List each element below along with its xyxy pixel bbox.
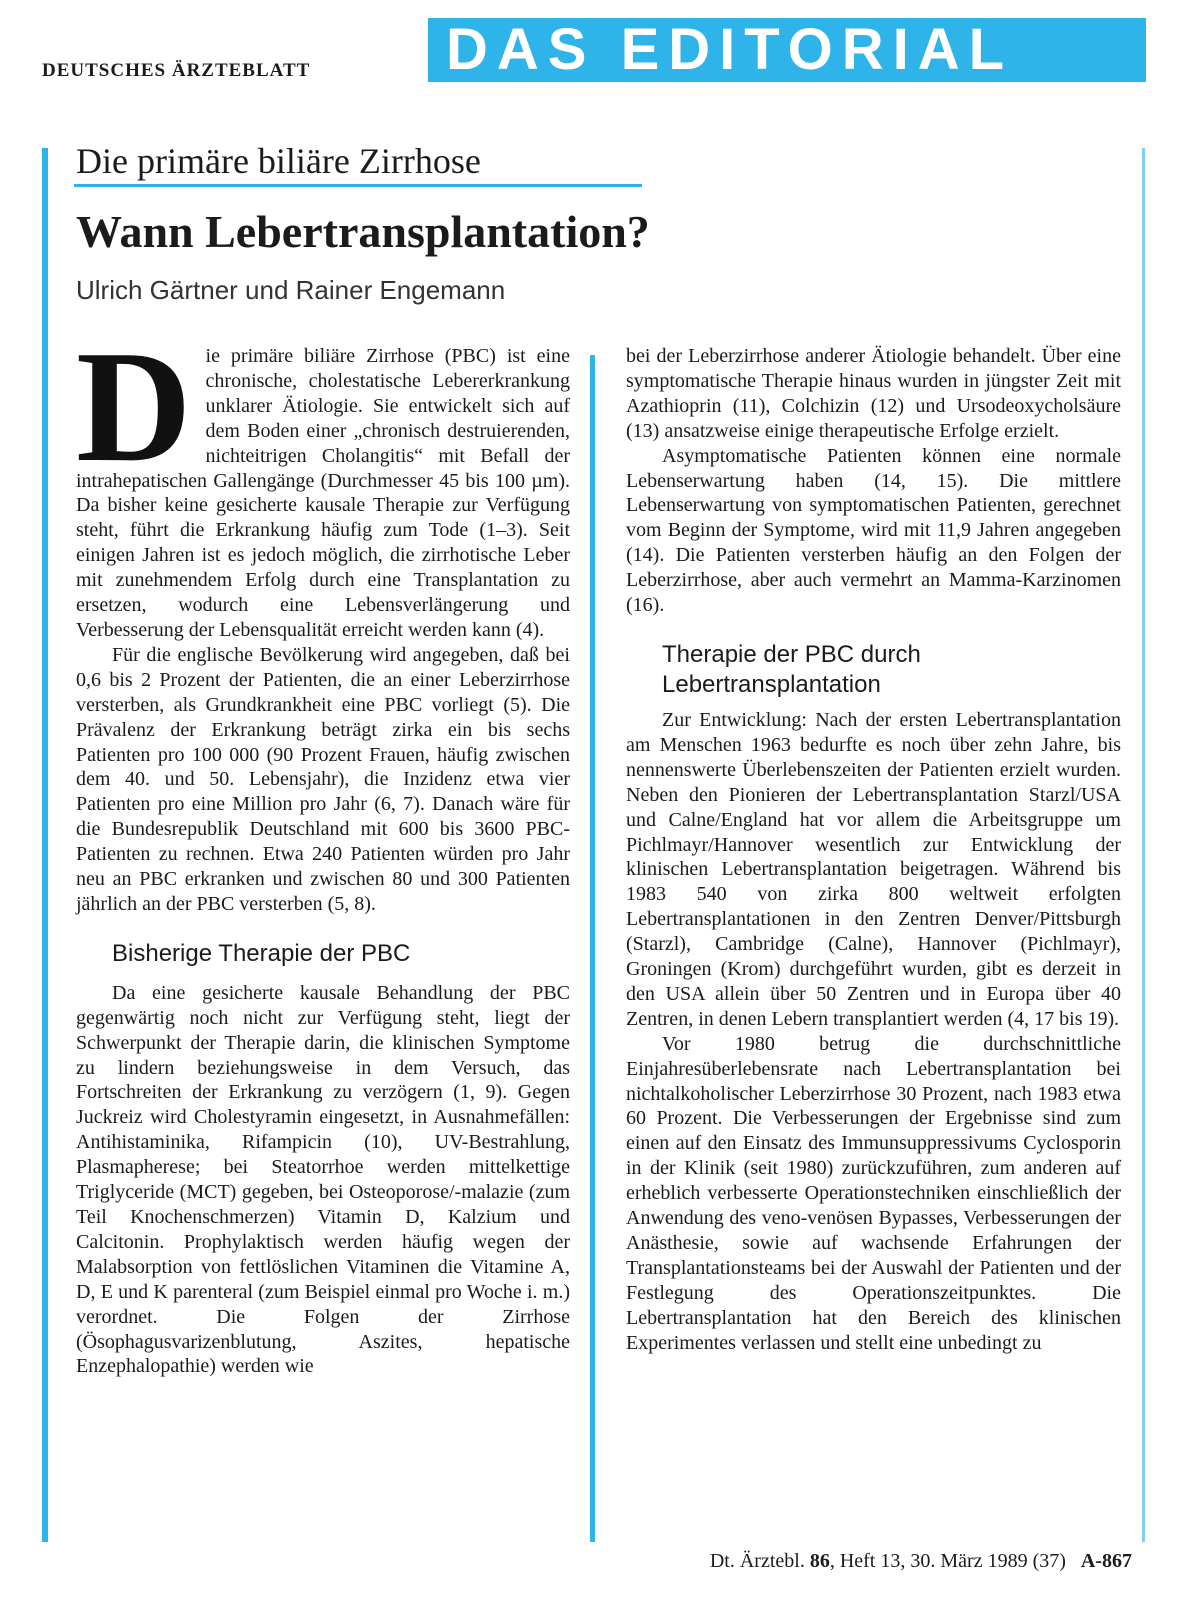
paragraph	[76, 317, 570, 643]
citation-volume: 86	[809, 1550, 830, 1572]
left-column	[76, 317, 570, 1379]
page-footer	[710, 1550, 1132, 1573]
section-heading: Bisherige Therapie der PBC	[112, 939, 411, 967]
column-divider-rule	[590, 355, 595, 1542]
article-overline: Die primäre biliäre Zirrhose	[76, 141, 481, 181]
paragraph: Da eine gesicherte kausale Behandlung der PBC gegenwärtig noch nicht zur Verfügung steht, liegt der Schwerpunkt der Therapie darin, die klinischen Symptome zu lindern beziehungsweise in dem Versuch, das Fortschreiten der Erkrankung zu verzögern (1, 9). Gegen Juckreiz wird Cholestyramin eingesetzt, in Ausnahmefällen: Antihistaminika, Rifampicin (10), UV-Bestrahlung, Plasmapherese; bei Steatorrhoe werden mittelkettige Triglyceride (MCT) gegeben, bei Osteoporose/-malazie (zum Teil Knochenschmerzen) Vitamin D, Kalzium und Calcitonin. Prophylaktisch werden häufig wegen der Malabsorption von fettlöslichen Vitaminen die Vitamine A, D, E und K parenteral (zum Beispiel einmal pro Woche i. m.) verordnet. Die Folgen der Zirrhose (Ösophagusvarizenblutung, Aszites, hepatische Enzephalopathie) werden wie	[76, 981, 570, 1378]
overline-underline	[74, 184, 642, 187]
section-heading: Therapie der PBC durch Lebertransplantation	[662, 640, 921, 698]
journal-name: DEUTSCHES ÄRZTEBLATT	[42, 60, 311, 81]
article-authors: Ulrich Gärtner und Rainer Engemann	[76, 275, 506, 305]
paragraph: Asymptomatische Patienten können eine normale Lebenserwartung haben (14, 15). Die mittlere Lebenserwartung von symptomatischen Patienten, gerechnet vom Beginn der Symptome, wird mit 11,9 Jahren angegeben (14). Die Patienten versterben häufig an den Folgen der Leberzirrhose, aber auch vermehrt an Mamma-Karzinomen (16).	[626, 444, 1121, 617]
paragraph: Für die englische Bevölkerung wird angegeben, daß bei 0,6 bis 2 Prozent der Patienten, die an einer Leberzirrhose versterben, als Grundkrankheit eine PBC vorliegt (5). Die Prävalenz der Erkrankung beträgt zirka ein bis sechs Patienten pro 100 000 (90 Prozent Frauen, häufig zwischen dem 40. und 50. Lebensjahr), die Inzidenz etwa vier Patienten pro eine Million pro Jahr (6, 7). Danach wäre für die Bundesrepublik Deutschland mit 600 bis 3600 PBC-Patienten zu rechnen. Etwa 240 Patienten würden pro Jahr neu an PBC erkranken und zwischen 80 und 300 Patienten jährlich an der PBC versterben (5, 8).	[76, 643, 570, 915]
section-title: DAS EDITORIAL	[446, 17, 1014, 82]
right-column	[626, 344, 1121, 1356]
section-banner	[428, 18, 1146, 82]
paragraph: Zur Entwicklung: Nach der ersten Lebertransplantation am Menschen 1963 bedurfte es noch über zehn Jahre, bis nennenswerte Überlebenszeiten der Patienten erzielt wurden. Neben den Pionieren der Lebertransplantation Starzl/USA und Calne/England hat vor allem die Arbeitsgruppe um Pichlmayr/Hannover wesentlich zur Entwicklung der klinischen Lebertransplantation beigetragen. Während bis 1983 540 von zirka 800 weltweit erfolgten Lebertransplantationen in den Zentren Denver/Pittsburgh (Starzl), Cambridge (Calne), Hannover (Pichlmayr), Groningen (Krom) durchgeführt wurden, gibt es derzeit in den USA allein über 50 Zentren und in Europa über 40 Zentren, in denen Lebern transplantiert werden (4, 17 bis 19).	[626, 708, 1121, 1030]
paragraph: bei der Leberzirrhose anderer Ätiologie behandelt. Über eine symptomatische Therapie hinaus wurden in jüngster Zeit mit Azathioprin (11), Colchizin (12) und Ursodeoxycholsäure (13) ansatzweise einige therapeutische Erfolge erzielt.	[626, 345, 1121, 442]
page-number: A-867	[1080, 1550, 1132, 1572]
right-accent-rule	[1142, 148, 1145, 1542]
paragraph-text: ie primäre biliäre Zirrhose (PBC) ist eine chronische, cholestatische Lebererkrankung unklarer Ätiologie. Sie entwickelt sich auf dem Boden einer „chronisch destruierenden, nichteitrigen Cholangitis“ mit Befall der intrahepatischen Gallengänge (Durchmesser 45 bis 100 µm). Da bisher keine gesicherte kausale Therapie zur Verfügung steht, führt die Erkrankung häufig zum Tode (1–3). Seit einigen Jahren ist es jedoch möglich, die zirrhotische Leber mit zunehmendem Erfolg durch eine Transplantation zu ersetzen, wodurch eine Lebensverlängerung und Verbesserung der Lebensqualität erreicht werden kann (4).	[76, 345, 570, 641]
citation-issue: , Heft 13, 30. März 1989 (37)	[829, 1550, 1066, 1572]
article-title: Wann Lebertransplantation?	[76, 206, 650, 257]
left-accent-rule	[42, 148, 48, 1542]
citation-journal: Dt. Ärztebl.	[709, 1550, 805, 1572]
paragraph: Vor 1980 betrug die durchschnittliche Einjahresüberlebensrate nach Lebertransplantation bei nichtalkoholischer Leberzirrhose 30 Prozent, nach 1983 etwa 60 Prozent. Die Verbesserungen der Ergebnisse sind zum einen auf den Einsatz des Immunsuppressivums Cyclosporin in der Klinik (seit 1980) zurückzuführen, zum anderen auf erheblich verbesserte Operationstechniken einschließlich der Anwendung des veno-venösen Bypasses, Verbesserungen der Anästhesie, sowie auf wachsende Erfahrungen der Transplantationsteams bei der Auswahl der Patienten und der Festlegung des Operationszeitpunktes. Die Lebertransplantation hat den Bereich des klinischen Experimentes verlassen und stellt eine unbedingt zu	[626, 1032, 1121, 1354]
drop-cap: D	[76, 317, 192, 495]
